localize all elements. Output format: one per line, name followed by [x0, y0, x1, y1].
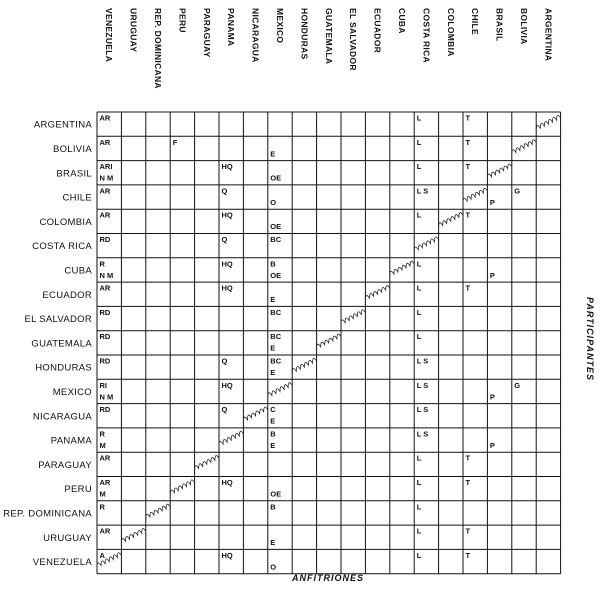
col-label-honduras: HONDURAS: [299, 8, 310, 60]
diagonal-cell-panama: [219, 431, 243, 446]
cell-code: BC: [270, 307, 282, 317]
cell-code: HQ: [221, 550, 233, 560]
cell-code: HQ: [221, 380, 233, 390]
cell-code: R: [99, 429, 105, 439]
col-label-peru: PERU: [177, 8, 188, 33]
cell-code: P: [489, 197, 495, 207]
cell-code: BC: [270, 356, 282, 366]
cell-code: T: [465, 453, 471, 463]
cell-code: AR: [99, 453, 111, 463]
row-label-panama: PANAMA: [50, 435, 92, 447]
cell-code: L: [416, 550, 422, 560]
cell-code: AR: [99, 137, 111, 147]
cell-code: T: [465, 283, 471, 293]
cell-code: L: [416, 502, 422, 512]
cell-code: E: [270, 440, 276, 450]
diagonal-cell-nicaragua: [243, 407, 267, 422]
diagonal-cell-brasil: [487, 164, 511, 179]
cell-code: Q: [221, 186, 228, 196]
cell-code: O: [270, 197, 277, 207]
row-label-peru: PERU: [64, 484, 92, 496]
cell-code: L S: [416, 380, 429, 390]
cell-code: E: [270, 368, 276, 377]
cell-code: AR: [99, 186, 111, 196]
cell-code: B: [270, 502, 276, 512]
col-label-bolivia: BOLIVIA: [519, 8, 529, 45]
diagonal-cell-ecuador: [365, 285, 389, 300]
col-label-mexico: MEXICO: [275, 8, 285, 44]
cell-code: B: [270, 259, 276, 269]
cell-code: P: [489, 440, 495, 450]
col-label-paraguay: PARAGUAY: [201, 8, 212, 58]
cell-code: HQ: [221, 210, 233, 220]
cell-code: F: [172, 137, 178, 147]
cell-code: L: [416, 478, 422, 487]
cell-code: L: [416, 259, 422, 269]
cell-code: AR: [99, 478, 111, 487]
cell-code: T: [465, 550, 471, 560]
cell-code: M: [99, 440, 106, 450]
row-label-rep-dominicana: REP. DOMINICANA: [3, 508, 92, 520]
cell-code: BC: [270, 332, 282, 342]
cell-code: M: [99, 489, 106, 499]
cell-code: AR: [99, 210, 111, 220]
col-label-guatemala: GUATEMALA: [323, 8, 334, 65]
cell-code: OE: [270, 489, 282, 499]
diagonal-cell-cuba: [390, 261, 414, 276]
cell-code: Q: [221, 235, 228, 244]
cell-code: L: [416, 162, 422, 172]
cell-code: L: [416, 137, 422, 147]
row-label-argentina: ARGENTINA: [33, 119, 92, 131]
cell-code: L: [416, 332, 422, 342]
cell-code: BC: [270, 235, 282, 244]
diagonal-cell-honduras: [292, 358, 316, 373]
cell-code: C: [270, 405, 276, 415]
row-label-mexico: MEXICO: [52, 386, 92, 398]
row-label-chile: CHILE: [62, 192, 92, 204]
row-label-cuba: CUBA: [64, 265, 92, 277]
cell-code: P: [489, 392, 495, 402]
cell-code: E: [270, 343, 276, 353]
cell-code: AR: [99, 283, 111, 293]
row-label-colombia: COLOMBIA: [39, 216, 92, 228]
diagonal-cell-argentina: [536, 115, 560, 130]
cell-code: Q: [221, 356, 228, 366]
col-label-cuba: CUBA: [397, 8, 407, 34]
diagonal-cell-paraguay: [195, 456, 219, 471]
cell-codes: [100, 114, 521, 572]
cell-code: A: [99, 550, 105, 560]
cell-code: RD: [99, 332, 111, 342]
cell-code: E: [270, 538, 276, 548]
diagonal-cell-mexico: [268, 383, 292, 398]
cell-code: T: [465, 210, 471, 220]
cell-code: G: [514, 380, 521, 390]
col-label-panama: PANAMA: [226, 8, 237, 47]
col-label-venezuela: VENEZUELA: [104, 8, 115, 63]
row-label-el-salvador: EL SALVADOR: [24, 314, 92, 325]
cell-code: R: [99, 502, 105, 512]
cell-code: OE: [270, 222, 282, 232]
diagonal-cell-costa-rica: [414, 237, 438, 252]
row-label-bolivia: BOLIVIA: [52, 144, 92, 155]
diagonal-cell-colombia: [439, 213, 463, 228]
cell-code: RD: [99, 356, 111, 366]
cell-code: RD: [99, 235, 111, 244]
cell-code: L: [416, 283, 422, 293]
col-label-costa-rica: COSTA RICA: [421, 8, 432, 63]
cell-code: T: [465, 113, 471, 123]
cell-code: Q: [221, 405, 228, 415]
row-label-venezuela: VENEZUELA: [32, 557, 92, 569]
diagonal-cell-chile: [463, 188, 487, 203]
self-diagonal-hatching: [97, 115, 561, 567]
cell-code: G: [514, 186, 521, 196]
cell-code: P: [489, 270, 495, 280]
cell-code: T: [465, 526, 471, 536]
diagonal-cell-rep-dominicana: [146, 504, 170, 519]
diagonal-cell-uruguay: [121, 528, 145, 543]
hosts-axis-caption: ANFITRIONES: [291, 573, 365, 583]
cell-code: L: [416, 526, 422, 536]
cell-code: HQ: [221, 259, 233, 269]
row-label-costa-rica: COSTA RICA: [32, 241, 92, 253]
cell-code: RD: [99, 307, 111, 317]
participants-axis-caption: PARTICIPANTES: [585, 296, 595, 382]
cell-code: L: [416, 210, 422, 220]
cell-code: L: [416, 307, 422, 317]
cell-code: L: [416, 453, 422, 463]
cell-code: RI: [99, 380, 107, 390]
row-label-honduras: HONDURAS: [35, 362, 92, 374]
cell-code: O: [270, 562, 277, 572]
host-column-labels: [104, 8, 553, 89]
cell-code: HQ: [221, 478, 233, 487]
cell-code: OE: [270, 173, 282, 183]
diagonal-cell-bolivia: [512, 140, 536, 155]
cell-code: L S: [416, 429, 429, 439]
cell-code: L S: [416, 186, 429, 196]
col-label-el-salvador: EL SALVADOR: [348, 8, 359, 71]
cell-code: E: [270, 416, 276, 426]
cell-code: N M: [99, 173, 114, 183]
cell-code: L S: [416, 405, 429, 415]
cell-code: T: [465, 478, 471, 487]
cell-code: ARI: [99, 162, 113, 172]
cell-code: N M: [99, 392, 114, 402]
cell-code: HQ: [221, 162, 233, 172]
row-label-guatemala: GUATEMALA: [31, 338, 92, 350]
col-label-brasil: BRASIL: [494, 8, 505, 42]
col-label-nicaragua: NICARAGUA: [250, 8, 261, 63]
cell-code: L: [416, 113, 422, 123]
col-label-chile: CHILE: [470, 8, 481, 35]
col-label-argentina: ARGENTINA: [543, 8, 554, 62]
cell-code: E: [270, 295, 276, 305]
col-label-uruguay: URUGUAY: [128, 8, 139, 53]
row-label-ecuador: ECUADOR: [42, 289, 92, 301]
cell-code: B: [270, 429, 276, 439]
cell-code: AR: [99, 526, 111, 536]
row-label-brasil: BRASIL: [56, 168, 92, 180]
diagonal-cell-peru: [170, 480, 194, 495]
cell-code: HQ: [221, 283, 233, 293]
cell-code: L S: [416, 356, 429, 366]
row-label-nicaragua: NICARAGUA: [32, 411, 92, 423]
col-label-ecuador: ECUADOR: [372, 8, 383, 54]
col-label-colombia: COLOMBIA: [445, 8, 456, 57]
cell-code: E: [270, 149, 276, 159]
diagonal-cell-guatemala: [317, 334, 341, 349]
cell-code: N M: [99, 270, 114, 280]
row-label-uruguay: URUGUAY: [43, 532, 92, 544]
diagonal-cell-el-salvador: [341, 310, 365, 325]
row-label-paraguay: PARAGUAY: [38, 459, 92, 471]
cell-code: AR: [99, 113, 111, 123]
col-label-rep-dominicana: REP. DOMINICANA: [153, 8, 163, 89]
cell-code: T: [465, 137, 471, 147]
cell-code: T: [465, 162, 471, 172]
cell-code: RD: [99, 405, 111, 415]
cell-code: OE: [270, 270, 282, 280]
cell-code: R: [99, 259, 105, 269]
participant-row-labels: [3, 120, 92, 568]
